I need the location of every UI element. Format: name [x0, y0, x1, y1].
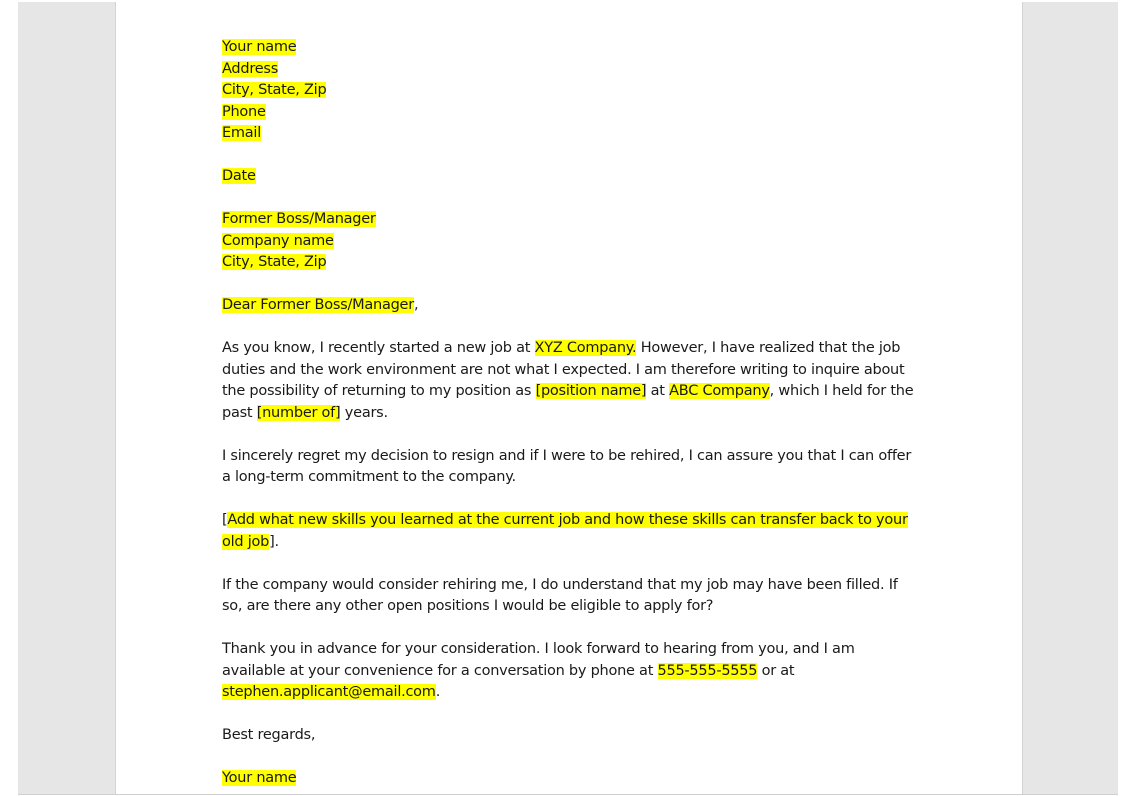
para5-phone: 555-555-5555	[657, 662, 758, 679]
para1-text-2: However, I have realized that the job duties and the work environment are not what I expected. I am therefore writing to inquire about the possibility of returning to my position as	[222, 340, 905, 399]
document-page[interactable]	[115, 2, 1023, 795]
para1-new-company: XYZ Company.	[534, 340, 637, 356]
paragraph-1	[222, 338, 922, 424]
sender-city-state-zip: City, State, Zip	[222, 82, 327, 98]
para5-email: stephen.applicant@email.com	[222, 684, 436, 700]
para3-skills-placeholder: Add what new skills you learned at the current job and how these skills can transfer back to your old job	[222, 512, 908, 550]
para5-text-2: or at	[757, 662, 795, 679]
para3-open-bracket: [	[222, 512, 228, 528]
salutation	[222, 295, 922, 317]
para3-close-bracket: ].	[269, 533, 279, 550]
sender-name: Your name	[222, 39, 297, 55]
para1-number-of-years: [number of]	[256, 404, 341, 421]
sender-phone: Phone	[222, 103, 266, 120]
signature-block	[222, 768, 922, 790]
paragraph-5	[222, 639, 922, 704]
para1-text-3: at	[646, 383, 670, 399]
recipient-city-state-zip: City, State, Zip	[222, 254, 327, 270]
para1-text-4: , which I held for the past	[222, 383, 914, 421]
paragraph-2: I sincerely regret my decision to resign and if I were to be rehired, I can assure you that I can offer a long-term commitment to the company.	[222, 447, 912, 485]
letter-body[interactable]	[222, 37, 922, 795]
para1-old-company: ABC Company	[669, 383, 770, 399]
date-block	[222, 166, 922, 188]
paragraph-4: If the company would consider rehiring me, I do understand that my job may have been filled. If so, are there any other open positions I would be eligible to apply for?	[222, 576, 898, 614]
para5-text-1: Thank you in advance for your consideration. I look forward to hearing from you, and I am available at your convenience for a conversation by phone at	[222, 641, 855, 679]
sender-address: Address	[222, 60, 278, 77]
closing: Best regards,	[222, 727, 316, 743]
signature-name: Your name	[222, 770, 297, 786]
recipient-block	[222, 209, 922, 274]
salutation-name: Dear Former Boss/Manager	[222, 297, 414, 313]
para1-text-5: years.	[340, 404, 388, 421]
para1-text-1: As you know, I recently started a new job at	[222, 340, 535, 356]
sender-email: Email	[222, 125, 261, 141]
sender-block	[222, 37, 922, 145]
document-viewport[interactable]	[18, 2, 1118, 795]
para5-text-3: .	[435, 684, 441, 700]
paragraph-3	[222, 510, 922, 553]
para1-position-name: [position name]	[535, 383, 647, 399]
recipient-name: Former Boss/Manager	[222, 211, 376, 227]
letter-date: Date	[222, 168, 256, 184]
salutation-punct: ,	[413, 297, 419, 313]
recipient-company: Company name	[222, 232, 334, 249]
